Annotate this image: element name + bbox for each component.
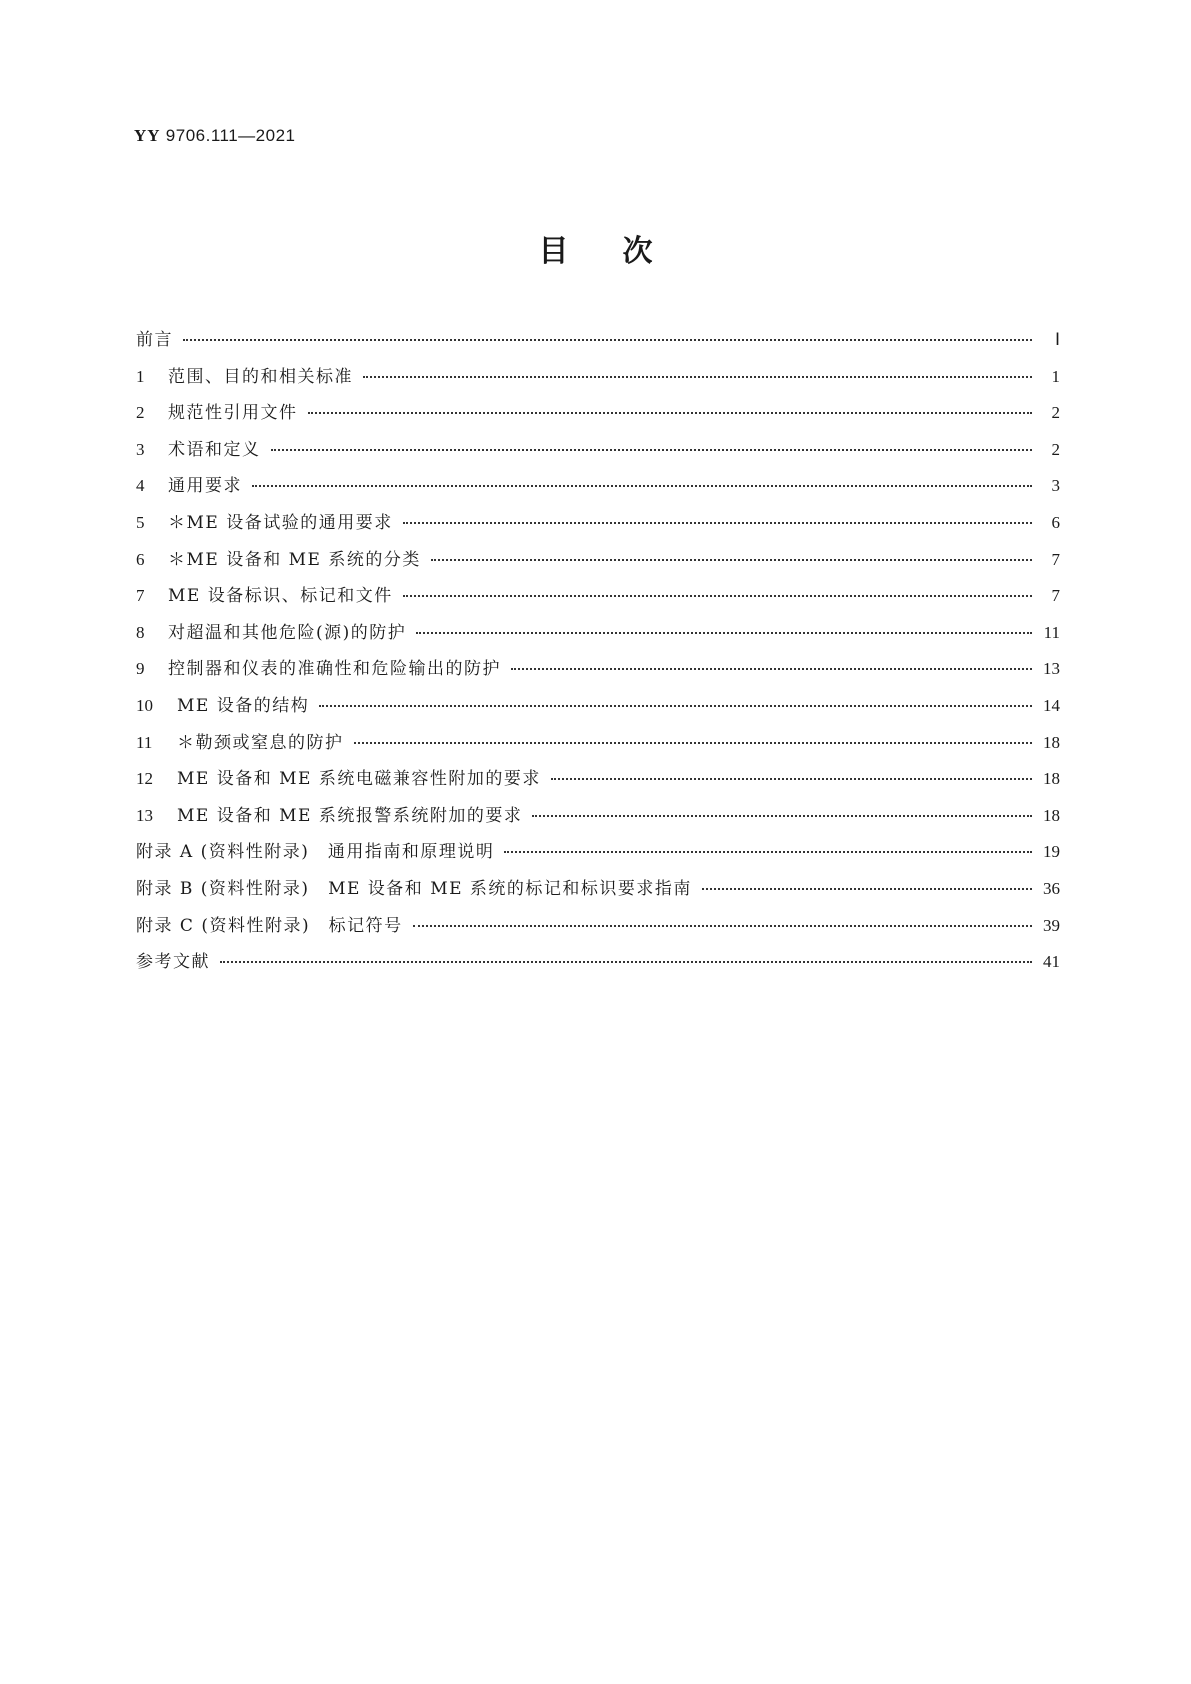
toc-number: 10 bbox=[136, 695, 153, 715]
toc-number: 2 bbox=[136, 403, 145, 423]
toc-label: 控制器和仪表的准确性和危险输出的防护 bbox=[168, 659, 501, 680]
toc-number: 1 bbox=[136, 366, 145, 386]
toc-number: 13 bbox=[136, 805, 153, 825]
toc-page-number: 1 bbox=[1051, 366, 1060, 386]
toc-entry-2[interactable] bbox=[136, 398, 1060, 435]
toc-number: 12 bbox=[136, 769, 153, 789]
toc-label: ME 设备的结构 bbox=[177, 695, 310, 716]
toc-label: ME 设备标识、标记和文件 bbox=[168, 586, 393, 607]
toc-leader bbox=[413, 925, 1032, 927]
toc-page-number: 36 bbox=[1043, 878, 1060, 898]
standard-code: 9706.111—2021 bbox=[165, 126, 296, 145]
toc-leader bbox=[431, 559, 1032, 561]
toc-entry-foreword[interactable] bbox=[136, 325, 1060, 362]
toc-leader bbox=[403, 595, 1032, 597]
toc-entry-annex-c[interactable] bbox=[136, 911, 1060, 948]
toc-label: 通用要求 bbox=[168, 476, 242, 497]
toc-entry-9[interactable] bbox=[136, 654, 1060, 691]
toc-entry-1[interactable] bbox=[136, 362, 1060, 399]
toc-label: 附录 B (资料性附录) ME 设备和 ME 系统的标记和标识要求指南 bbox=[136, 878, 692, 899]
toc-entry-4[interactable] bbox=[136, 471, 1060, 508]
standard-number bbox=[134, 126, 296, 146]
toc-leader bbox=[403, 522, 1032, 524]
toc-label: ＊ME 设备和 ME 系统的分类 bbox=[168, 549, 421, 570]
toc-leader bbox=[504, 851, 1032, 853]
toc-page-number: 3 bbox=[1051, 476, 1060, 496]
standard-prefix: YY bbox=[134, 126, 161, 145]
toc-entry-annex-b[interactable] bbox=[136, 874, 1060, 911]
toc-entry-12[interactable] bbox=[136, 764, 1060, 801]
toc-label: 参考文献 bbox=[136, 952, 210, 973]
toc-leader bbox=[271, 449, 1033, 451]
toc-page-number: 13 bbox=[1043, 659, 1060, 679]
toc-page-number: 18 bbox=[1043, 732, 1060, 752]
title-char-2: 次 bbox=[622, 234, 653, 269]
toc-entry-5[interactable] bbox=[136, 508, 1060, 545]
toc-leader bbox=[183, 339, 1032, 341]
title-char-1: 目 bbox=[538, 234, 569, 269]
toc-page-number: 19 bbox=[1043, 842, 1060, 862]
toc-leader bbox=[308, 412, 1033, 414]
page-title bbox=[0, 226, 1191, 270]
toc-leader bbox=[532, 815, 1032, 817]
toc-entry-11[interactable] bbox=[136, 728, 1060, 765]
toc-page-number: 14 bbox=[1043, 695, 1060, 715]
toc-entry-13[interactable] bbox=[136, 801, 1060, 838]
toc-label: ME 设备和 ME 系统电磁兼容性附加的要求 bbox=[177, 769, 541, 790]
toc-label: 附录 A (资料性附录) 通用指南和原理说明 bbox=[136, 842, 495, 863]
toc-label: 术语和定义 bbox=[168, 439, 261, 460]
toc-entry-annex-a[interactable] bbox=[136, 837, 1060, 874]
toc-leader bbox=[416, 632, 1032, 634]
toc-page-number: 7 bbox=[1051, 586, 1060, 606]
toc-page-number: 11 bbox=[1043, 622, 1060, 642]
toc-number: 6 bbox=[136, 549, 145, 569]
toc-label: ＊勒颈或窒息的防护 bbox=[177, 732, 344, 753]
toc-leader bbox=[354, 742, 1033, 744]
toc-page-number: 18 bbox=[1043, 805, 1060, 825]
toc-leader bbox=[702, 888, 1032, 890]
toc-entry-8[interactable] bbox=[136, 618, 1060, 655]
toc-label: 规范性引用文件 bbox=[168, 403, 298, 424]
table-of-contents bbox=[136, 325, 1060, 984]
toc-page-number: 18 bbox=[1043, 769, 1060, 789]
toc-number: 9 bbox=[136, 659, 145, 679]
toc-leader bbox=[319, 705, 1032, 707]
toc-label: ME 设备和 ME 系统报警系统附加的要求 bbox=[177, 805, 523, 826]
toc-entry-bibliography[interactable] bbox=[136, 947, 1060, 984]
toc-number: 5 bbox=[136, 512, 145, 532]
toc-leader bbox=[252, 485, 1032, 487]
toc-label: 范围、目的和相关标准 bbox=[168, 366, 353, 387]
toc-label: 对超温和其他危险(源)的防护 bbox=[168, 622, 407, 643]
toc-label: ＊ME 设备试验的通用要求 bbox=[168, 512, 393, 533]
toc-label: 附录 C (资料性附录) 标记符号 bbox=[136, 915, 403, 936]
toc-page-number: 2 bbox=[1051, 439, 1060, 459]
toc-label: 前言 bbox=[136, 330, 173, 350]
toc-page-number: 7 bbox=[1051, 549, 1060, 569]
toc-number: 3 bbox=[136, 439, 145, 459]
toc-entry-3[interactable] bbox=[136, 435, 1060, 472]
toc-page-number: 39 bbox=[1043, 915, 1060, 935]
toc-page-number: 2 bbox=[1051, 403, 1060, 423]
toc-page-number: Ⅰ bbox=[1054, 330, 1060, 349]
toc-entry-6[interactable] bbox=[136, 545, 1060, 582]
toc-leader bbox=[363, 376, 1032, 378]
toc-number: 4 bbox=[136, 476, 145, 496]
toc-number: 11 bbox=[136, 732, 153, 752]
toc-number: 7 bbox=[136, 586, 145, 606]
toc-leader bbox=[551, 778, 1032, 780]
toc-number: 8 bbox=[136, 622, 145, 642]
toc-leader bbox=[220, 961, 1032, 963]
toc-entry-10[interactable] bbox=[136, 691, 1060, 728]
toc-page-number: 41 bbox=[1043, 952, 1060, 972]
toc-leader bbox=[511, 668, 1032, 670]
toc-page-number: 6 bbox=[1051, 512, 1060, 532]
toc-entry-7[interactable] bbox=[136, 581, 1060, 618]
